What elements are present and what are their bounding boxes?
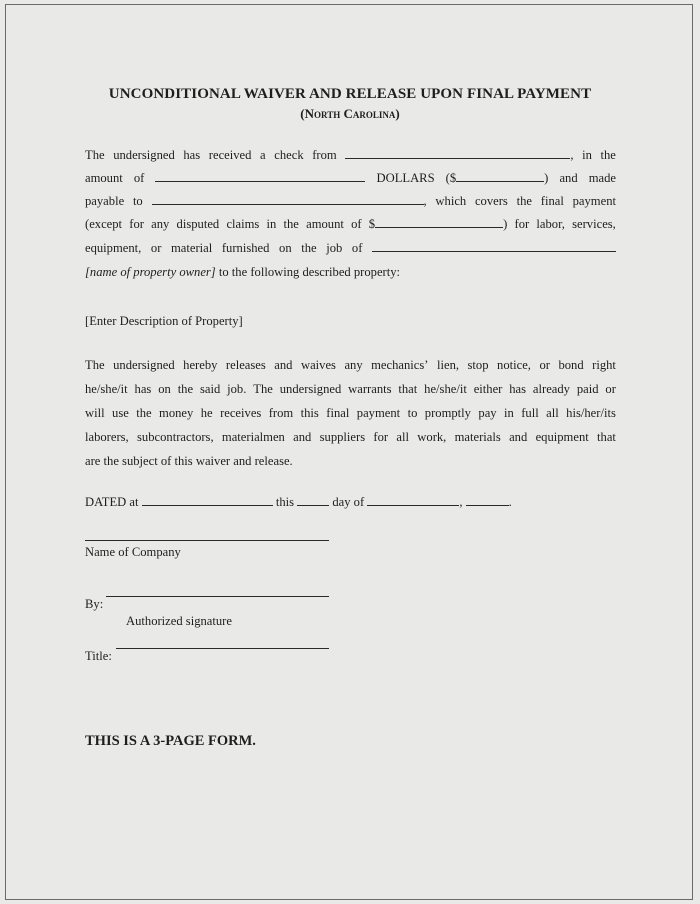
paragraph2-line4	[85, 429, 616, 445]
company-name-label: Name of Company	[85, 545, 181, 559]
word: that	[398, 382, 418, 396]
paragraph2-line2	[85, 381, 616, 397]
word: from	[268, 406, 294, 420]
dated-at-blank[interactable]	[142, 494, 273, 506]
paragraph1-line3: payable to , which covers the final payment	[85, 194, 616, 208]
by-label: By:	[85, 597, 104, 611]
title-label: Title:	[85, 649, 112, 663]
property-description-placeholder[interactable]: [Enter Description of Property]	[85, 314, 243, 328]
word: stop	[467, 358, 489, 372]
word: or	[539, 358, 550, 372]
word: lien,	[436, 358, 460, 372]
word: or	[605, 382, 616, 396]
word: full	[521, 406, 539, 420]
word: warrants	[348, 382, 392, 396]
word: releases	[225, 358, 266, 372]
word: either	[473, 382, 503, 396]
word: paid	[576, 382, 599, 396]
word: in	[504, 406, 514, 420]
word: his/her/its	[566, 406, 616, 420]
word: undersigned	[279, 382, 342, 396]
word: The	[85, 358, 105, 372]
word: he/she/it	[85, 382, 128, 396]
job-of-blank[interactable]	[372, 240, 616, 252]
company-name-line[interactable]	[85, 540, 329, 541]
word: materialmen	[221, 430, 285, 444]
word: bond	[558, 358, 584, 372]
form-subtitle: (North Carolina)	[300, 106, 400, 121]
signature-line[interactable]	[106, 596, 329, 597]
paragraph2-line1	[85, 357, 616, 373]
paragraph1-line4: (except for any disputed claims in the amount of $ ) for labor, services,	[85, 217, 616, 231]
word: for	[373, 430, 389, 444]
word: mechanics’	[371, 358, 429, 372]
title-line[interactable]	[116, 648, 329, 649]
word: laborers,	[85, 430, 129, 444]
word: and	[293, 430, 312, 444]
word: The	[253, 382, 273, 396]
paragraph1-line1: The undersigned has received a check from , in the	[85, 148, 616, 162]
dated-line: DATED at this day of , .	[85, 495, 512, 509]
word: use	[112, 406, 129, 420]
paragraph2-line5: are the subject of this waiver and release.	[85, 454, 293, 468]
word: pay	[478, 406, 497, 420]
authorized-signature-label: Authorized signature	[126, 614, 232, 628]
word: final	[326, 406, 350, 420]
word: that	[597, 430, 616, 444]
word: the	[136, 406, 152, 420]
word: will	[85, 406, 105, 420]
word: has	[134, 382, 152, 396]
dated-label: DATED at	[85, 495, 139, 509]
word: money	[159, 406, 194, 420]
word: and	[509, 430, 528, 444]
amount-words-blank[interactable]	[155, 170, 365, 182]
word: any	[344, 358, 363, 372]
word: he/she/it	[424, 382, 467, 396]
paragraph1-line5: equipment, or material furnished on the job of	[85, 240, 616, 256]
word: and	[274, 358, 293, 372]
disputed-amount-blank[interactable]	[375, 216, 503, 228]
word: materials	[454, 430, 501, 444]
word: this	[300, 406, 319, 420]
word: hereby	[183, 358, 218, 372]
word: promptly	[424, 406, 471, 420]
word: has	[509, 382, 527, 396]
property-owner-placeholder: [name of property owner]	[85, 265, 216, 279]
word: to	[407, 406, 418, 420]
word: already	[532, 382, 570, 396]
form-page-count-notice: THIS IS A 3-PAGE FORM.	[85, 733, 256, 749]
word: said	[199, 382, 221, 396]
form-title: UNCONDITIONAL WAIVER AND RELEASE UPON FINAL PAYMENT	[108, 86, 592, 102]
word: work,	[417, 430, 447, 444]
payable-to-blank[interactable]	[152, 193, 424, 205]
paragraph2-line3	[85, 405, 616, 421]
word: he	[200, 406, 213, 420]
year-blank[interactable]	[466, 494, 509, 506]
word: all	[396, 430, 409, 444]
word: notice,	[497, 358, 531, 372]
word: job.	[227, 382, 247, 396]
word: waives	[300, 358, 336, 372]
word: all	[546, 406, 559, 420]
day-blank[interactable]	[297, 494, 329, 506]
word: suppliers	[319, 430, 366, 444]
amount-dollars-blank[interactable]	[456, 170, 544, 182]
paragraph1-line2: amount of DOLLARS ($ ) and made	[85, 171, 616, 185]
word: receives	[220, 406, 262, 420]
check-from-blank[interactable]	[345, 147, 570, 159]
month-blank[interactable]	[367, 494, 459, 506]
word: equipment	[535, 430, 589, 444]
word: on	[158, 382, 171, 396]
paragraph1-line6: [name of property owner] to the following described property:	[85, 265, 401, 279]
word: payment	[356, 406, 401, 420]
word: the	[177, 382, 194, 396]
word: undersigned	[113, 358, 175, 372]
word: subcontractors,	[137, 430, 214, 444]
word: right	[592, 358, 616, 372]
